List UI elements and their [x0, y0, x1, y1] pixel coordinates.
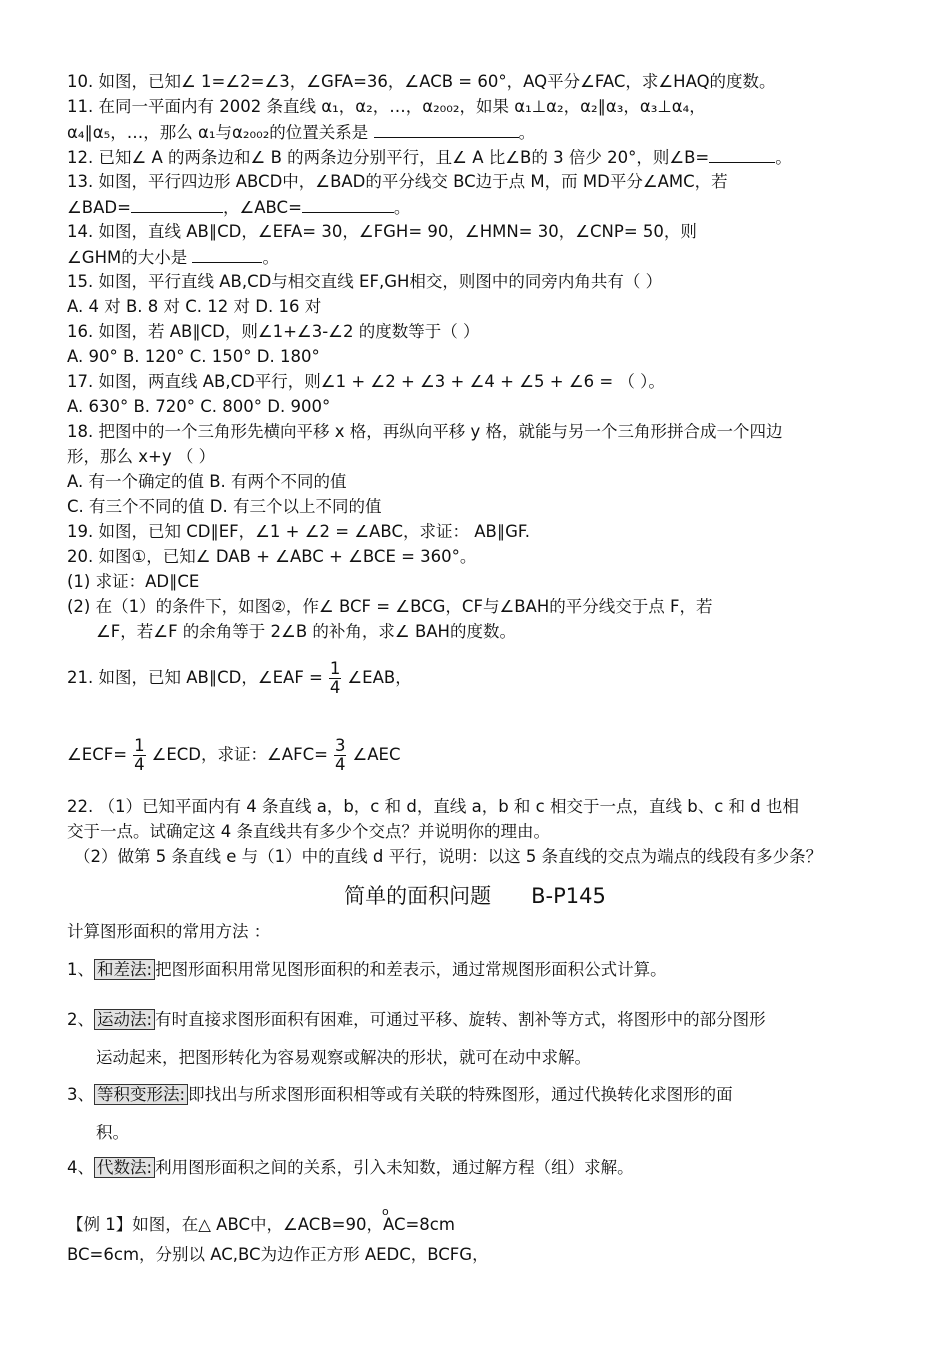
- question-14-line2: ∠GHM的大小是 。: [67, 248, 279, 267]
- question-12-text: 12. 已知∠ A 的两条边和∠ B 的两条边分别平行，且∠ A 比∠B的 3 倍少 20°，则∠B=: [67, 148, 710, 167]
- question-13-text: ∠BAD=: [67, 198, 131, 217]
- fraction-one-quarter: [133, 737, 146, 774]
- question-21-text: ∠ECD，求证：∠AFC=: [151, 745, 328, 764]
- question-17-options: A. 630° B. 720° C. 800° D. 900°: [67, 397, 331, 416]
- answer-blank: [131, 197, 223, 213]
- method-label: 等积变形法:: [94, 1084, 188, 1105]
- question-11-line1: 11. 在同一平面内有 2002 条直线 α₁，α₂，…，α₂₀₀₂，如果 α₁⊥α₂，α₂∥α₃，α₃⊥α₄，: [67, 97, 706, 116]
- question-14-text: ∠GHM的大小是: [67, 248, 188, 267]
- question-20-part1: (1) 求证：AD∥CE: [67, 572, 200, 591]
- question-13-text: ，∠ABC=: [222, 198, 302, 217]
- question-15: 15. 如图，平行直线 AB,CD与相交直线 EF,GH相交，则图中的同旁内角共有（ ）: [67, 272, 663, 291]
- fraction-numerator: 1: [329, 659, 341, 678]
- method-3: [67, 1085, 733, 1105]
- question-13-line2: ∠BAD= ，∠ABC= 。: [67, 198, 411, 217]
- question-21-text: ∠ECF=: [67, 745, 128, 764]
- question-21-text: 21. 如图，已知 AB∥CD，∠EAF =: [67, 668, 323, 687]
- answer-blank: [709, 147, 775, 163]
- question-22-line2: 交于一点。试确定这 4 条直线共有多少个交点？并说明你的理由。: [67, 822, 550, 841]
- method-2: [67, 1010, 766, 1030]
- question-19: 19. 如图，已知 CD∥EF，∠1 + ∠2 = ∠ABC，求证： AB∥GF.: [67, 522, 530, 541]
- question-10: 10. 如图，已知∠ 1=∠2=∠3，∠GFA=36，∠ACB = 60°，AQ平分∠FAC，求∠HAQ的度数。: [67, 72, 776, 91]
- question-18-options-cd: C. 有三个不同的值 D. 有三个以上不同的值: [67, 497, 382, 516]
- method-3-cont: 积。: [96, 1123, 129, 1142]
- answer-blank: [374, 122, 519, 138]
- method-text: 把图形面积用常见图形面积的和差表示，通过常规图形面积公式计算。: [155, 960, 667, 979]
- method-4: [67, 1158, 634, 1178]
- question-21-line2: [67, 737, 400, 774]
- question-22-part2: （2）做第 5 条直线 e 与（1）中的直线 d 平行，说明：以这 5 条直线的交点为端点的线段有多少条？: [74, 847, 823, 866]
- question-14-line1: 14. 如图，直线 AB∥CD，∠EFA= 30，∠FGH= 90，∠HMN= 30，∠CNP= 50，则: [67, 222, 697, 241]
- method-text: 利用图形面积之间的关系，引入未知数，通过解方程（组）求解。: [155, 1158, 634, 1177]
- method-text: 有时直接求图形面积有困难，可通过平移、旋转、割补等方式，将图形中的部分图形: [155, 1010, 766, 1029]
- question-21-text: ∠EAB，: [347, 668, 412, 687]
- question-13-line1: 13. 如图，平行四边形 ABCD中，∠BAD的平分线交 BC边于点 M，而 MD平分∠AMC，若: [67, 172, 728, 191]
- question-20: 20. 如图①，已知∠ DAB + ∠ABC + ∠BCE = 360°。: [67, 547, 477, 566]
- question-20-part2-cont: ∠F，若∠F 的余角等于 2∠B 的补角，求∠ BAH的度数。: [96, 622, 516, 641]
- question-16: 16. 如图，若 AB∥CD，则∠1+∠3-∠2 的度数等于（ ）: [67, 322, 480, 341]
- method-label: 代数法:: [94, 1157, 155, 1178]
- method-label: 和差法:: [94, 959, 155, 980]
- method-2-cont: 运动起来，把图形转化为容易观察或解决的形状，就可在动中求解。: [96, 1048, 591, 1067]
- fraction-denominator: 4: [134, 755, 145, 774]
- method-1: [67, 960, 667, 980]
- methods-intro: 计算图形面积的常用方法 ：: [67, 922, 271, 941]
- fraction-one-quarter: [329, 660, 342, 697]
- question-17: 17. 如图，两直线 AB,CD平行，则∠1 + ∠2 + ∠3 + ∠4 + ∠5 + ∠6 = （ ）。: [67, 372, 665, 391]
- question-20-part2: (2) 在（1）的条件下，如图②，作∠ BCF = ∠BCG，CF与∠BAH的平分线交于点 F，若: [67, 597, 713, 616]
- answer-blank: [192, 247, 262, 263]
- question-21-text: ∠AEC: [352, 745, 401, 764]
- method-text: 即找出与所求图形面积相等或有关联的特殊图形，通过代换转化求图形的面: [188, 1085, 733, 1104]
- question-18-line1: 18. 把图中的一个三角形先横向平移 x 格，再纵向平移 y 格，就能与另一个三角形拼合成一个四边: [67, 422, 783, 441]
- question-21-line1: [67, 660, 412, 697]
- question-11-line2: α₄∥α₅，…，那么 α₁与α₂₀₀₂的位置关系是 。: [67, 123, 536, 142]
- method-number: 1、: [67, 960, 94, 979]
- fraction-denominator: 4: [334, 755, 346, 774]
- question-16-options: A. 90° B. 120° C. 150° D. 180°: [67, 347, 320, 366]
- answer-blank: [302, 197, 394, 213]
- method-label: 运动法:: [94, 1009, 155, 1030]
- fraction-numerator: 1: [134, 736, 145, 755]
- fraction-three-quarters: [334, 737, 347, 774]
- question-11-text: α₄∥α₅，…，那么 α₁与α₂₀₀₂的位置关系是: [67, 123, 369, 142]
- method-number: 4、: [67, 1158, 94, 1177]
- question-15-options: A. 4 对 B. 8 对 C. 12 对 D. 16 对: [67, 297, 322, 316]
- method-number: 3、: [67, 1085, 94, 1104]
- question-12: 12. 已知∠ A 的两条边和∠ B 的两条边分别平行，且∠ A 比∠B的 3 倍少 20°，则∠B= 。: [67, 148, 792, 167]
- method-number: 2、: [67, 1010, 94, 1029]
- fraction-denominator: 4: [329, 678, 341, 697]
- example-1-line2: BC=6cm，分别以 AC,BC为边作正方形 AEDC，BCFG，: [67, 1245, 489, 1264]
- fraction-numerator: 3: [334, 736, 346, 755]
- section-title: 简单的面积问题 B-P145: [344, 884, 606, 908]
- question-22-line1: 22. （1）已知平面内有 4 条直线 a，b，c 和 d，直线 a，b 和 c 相交于一点，直线 b、c 和 d 也相: [67, 797, 799, 816]
- question-18-options-ab: A. 有一个确定的值 B. 有两个不同的值: [67, 472, 347, 491]
- degree-mark: o: [382, 1205, 389, 1218]
- example-1-line1: 【例 1】如图，在△ ABC中，∠ACB=90，AC=8cm: [67, 1215, 455, 1234]
- question-18-line2: 形，那么 x+y （ ）: [67, 447, 216, 466]
